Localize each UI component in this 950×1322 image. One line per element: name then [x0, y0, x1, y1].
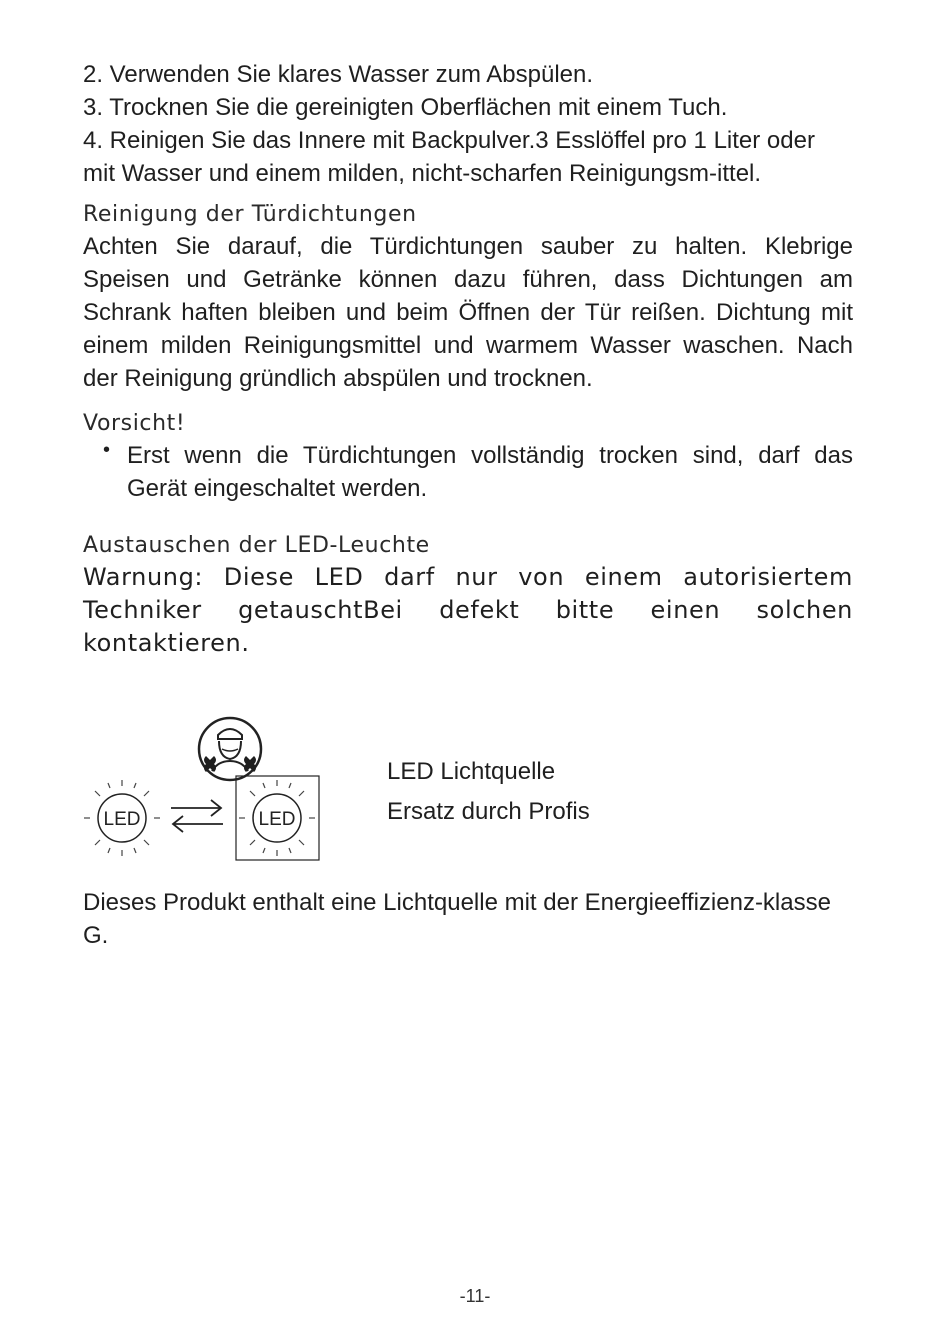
caution-bullet — [83, 439, 853, 505]
led-caption — [387, 752, 787, 832]
energy-text: Dieses Produkt enthalt eine Lichtquelle mit der Energieeffizienz-klasse G. — [83, 889, 831, 949]
step-4: 4. Reinigen Sie das Innere mit Backpulver.3 Esslöffel pro 1 Liter oder mit Wasser und einem milden, nicht-scharfen Reinigungsm-ittel. — [83, 127, 815, 187]
led-replacement-graphic — [83, 712, 343, 867]
led-replacement-figure — [83, 712, 343, 867]
caution-heading: Vorsicht! — [83, 411, 186, 436]
led-heading: Austauschen der LED-Leuchte — [83, 533, 430, 558]
technician-icon — [199, 718, 261, 780]
led-bulb-icon — [239, 780, 315, 856]
caption-line-2: Ersatz durch Profis — [387, 798, 590, 825]
led-label-left: LED — [103, 809, 141, 830]
step-2: 2. Verwenden Sie klares Wasser zum Abspülen. — [83, 61, 594, 88]
caption-line-1: LED Lichtquelle — [387, 758, 556, 785]
page-content — [83, 58, 853, 660]
seals-paragraph: Achten Sie darauf, die Türdichtungen sauber zu halten. Klebrige Speisen und Getränke können dazu führen, dass Dichtungen am Schrank haften bleiben und beim Öffnen der Tür reißen. Dichtung mit einem milden Reinigungsmittel und warmem Wasser waschen. Nach der Reinigung gründlich abspülen und trocknen. — [83, 233, 853, 392]
swap-arrows-icon — [171, 800, 223, 832]
led-label-right: LED — [258, 809, 296, 830]
led-warning: Warnung: Diese LED darf nur von einem autorisiertem Techniker getauschtBei defekt bitte einen solchen kontaktieren. — [83, 563, 853, 657]
bullet-symbol: • — [103, 439, 111, 461]
led-bulb-icon — [84, 780, 160, 856]
energy-class-note — [83, 886, 853, 952]
seals-heading: Reinigung der Türdichtungen — [83, 202, 417, 227]
page-number: -11- — [459, 1286, 491, 1306]
caution-text: Erst wenn die Türdichtungen vollständig trocken sind, darf das Gerät eingeschaltet werden. — [127, 442, 853, 502]
step-3: 3. Trocknen Sie die gereinigten Oberflächen mit einem Tuch. — [83, 94, 728, 121]
